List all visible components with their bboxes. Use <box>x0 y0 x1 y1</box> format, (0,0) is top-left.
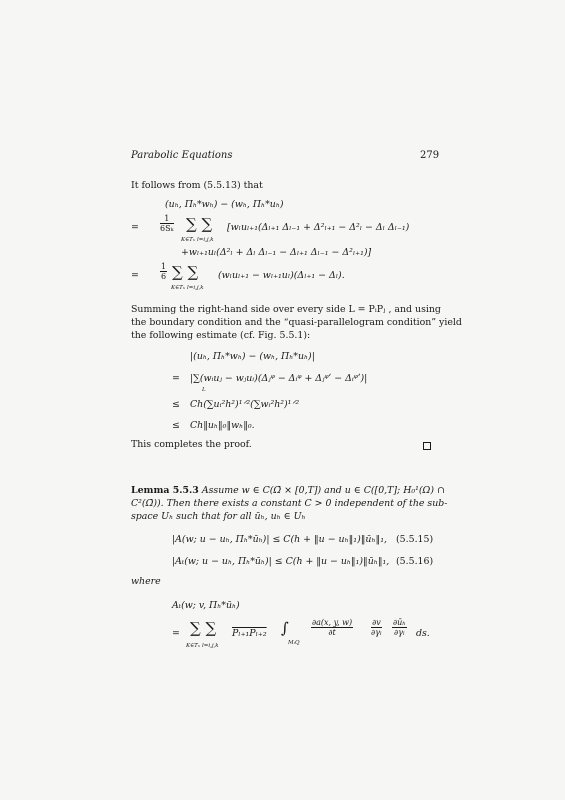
eq-b-line-1: |(uₕ, Πₕ*wₕ) − (wₕ, Πₕ*uₕ)| <box>190 351 315 362</box>
lemma-label: Lemma 5.5.3 <box>131 485 199 496</box>
where-word: where <box>131 576 161 587</box>
eq-c-line-1: Aₜ(w; v, Πₕ*ūₕ) <box>172 600 240 611</box>
equation-number-5-5-15: (5.5.15) <box>396 534 434 545</box>
eq-b-line-3: Ch(∑uᵢ²h²)¹ᐟ²(∑wᵢ²h²)¹ᐟ² <box>190 399 300 410</box>
eq-a-sum-index-1: K∈Tₕ l=i,j,k <box>181 237 214 243</box>
para-1-line-1: Summing the right-hand side over every side L = PᵢPⱼ , and using <box>131 304 441 315</box>
lemma-line-1 <box>131 485 445 497</box>
eq-b-line-4: Ch‖uₕ‖₀‖wₕ‖₀. <box>190 420 255 431</box>
eq-a-equals-2: = <box>131 270 139 281</box>
page-number: 279 <box>420 150 440 161</box>
equation-number-5-5-16: (5.5.16) <box>396 556 434 567</box>
eq-c-frac-dv: $\frac{\partial v}{\text{∂γₗ}}$ <box>371 618 382 637</box>
eq-c-integral-domain: MₗQ <box>288 640 300 646</box>
inequality-5-5-15: |A(w; u − uₕ, Πₕ*ūₕ)| ≤ C(h + ‖u − uₕ‖₁)‖ūₕ‖₁, <box>172 534 387 545</box>
lemma-line-3: space Uₕ such that for all ūₕ, uₕ ∈ Uₕ <box>131 511 306 522</box>
lemma-text-1: Assume w ∈ C(Ω̄ × [0,T]) and u ∈ C([0,T]; H₀¹(Ω) ∩ <box>201 485 445 496</box>
eq-b-sum-index: L <box>202 387 206 393</box>
intro-sentence: It follows from (5.5.13) that <box>131 180 263 191</box>
eq-a-sum-index-2: K∈Tₕ l=i,j,k <box>171 285 204 291</box>
eq-a-line-2-body: [wₗuₗ₊₁(Δₗ₊₁ Δₗ₋₁ + Δ²ₗ₊₁ − Δ²ₗ − Δₗ Δₗ₋₁) <box>227 222 410 233</box>
eq-c-frac-duh: $\frac{\text{∂ūₕ}}{\text{∂γₗ}}$ <box>393 618 406 637</box>
eq-c-integral: ∫ <box>281 619 289 637</box>
eq-b-leq-1: ≤ <box>172 399 180 410</box>
eq-a-coef-1: $\frac{1}{\text{6Sₖ}}$ <box>160 214 174 233</box>
eq-c-frac-da-dt: $\frac{\partial a(x, y, w)}{\partial t}$ <box>312 618 353 637</box>
eq-a-line-3: +wₗ₊₁uₗ(Δ²ₗ + Δₗ Δₗ₋₁ − Δₗ₊₁ Δₗ₋₁ − Δ²ₗ₊₁)] <box>181 247 372 258</box>
eq-b-equals: = <box>172 373 180 384</box>
eq-a-double-sum-2: ∑ ∑ <box>172 263 199 281</box>
eq-c-equals: = <box>172 628 180 639</box>
proof-completion: This completes the proof. <box>131 439 252 450</box>
eq-c-ds: ds. <box>416 628 430 639</box>
lemma-line-2: C²(Ω̄)). Then there exists a constant C > 0 independent of the sub- <box>131 498 448 509</box>
para-1-line-2: the boundary condition and the “quasi-parallelogram condition” yield <box>131 317 462 328</box>
para-1-line-3: the following estimate (cf. Fig. 5.5.1): <box>131 330 311 341</box>
eq-a-line-4-body: (wₗuₗ₊₁ − wₗ₊₁uₗ)(Δₗ₊₁ − Δₗ). <box>218 270 345 281</box>
eq-a-coef-2: $\frac{1}{6}$ <box>161 262 167 281</box>
eq-a-double-sum-1: ∑ ∑ <box>186 215 213 233</box>
qed-square <box>423 442 431 450</box>
running-header: Parabolic Equations <box>131 150 233 161</box>
eq-c-double-sum: ∑ ∑ <box>190 619 217 637</box>
inequality-5-5-16: |Aₜ(w; u − uₕ, Πₕ*ūₕ)| ≤ C(h + ‖u − uₕ‖₁)‖ūₕ‖₁, <box>172 556 390 567</box>
eq-c-sum-index: K∈Tₕ l=i,j,k <box>186 643 219 649</box>
eq-a-equals-1: = <box>131 222 139 233</box>
eq-b-line-2: |∑(wᵢuⱼ − wⱼuᵢ)(Δⱼᵠ − Δᵢᵠ + Δⱼᵠʹ − Δᵢᵠʹ)| <box>190 373 368 384</box>
eq-b-leq-2: ≤ <box>172 420 180 431</box>
eq-c-segment: Pₗ₊₁Pₗ₊₂ <box>232 628 267 639</box>
eq-a-line-1: (uₕ, Πₕ*wₕ) − (wₕ, Πₕ*uₕ) <box>165 199 284 210</box>
